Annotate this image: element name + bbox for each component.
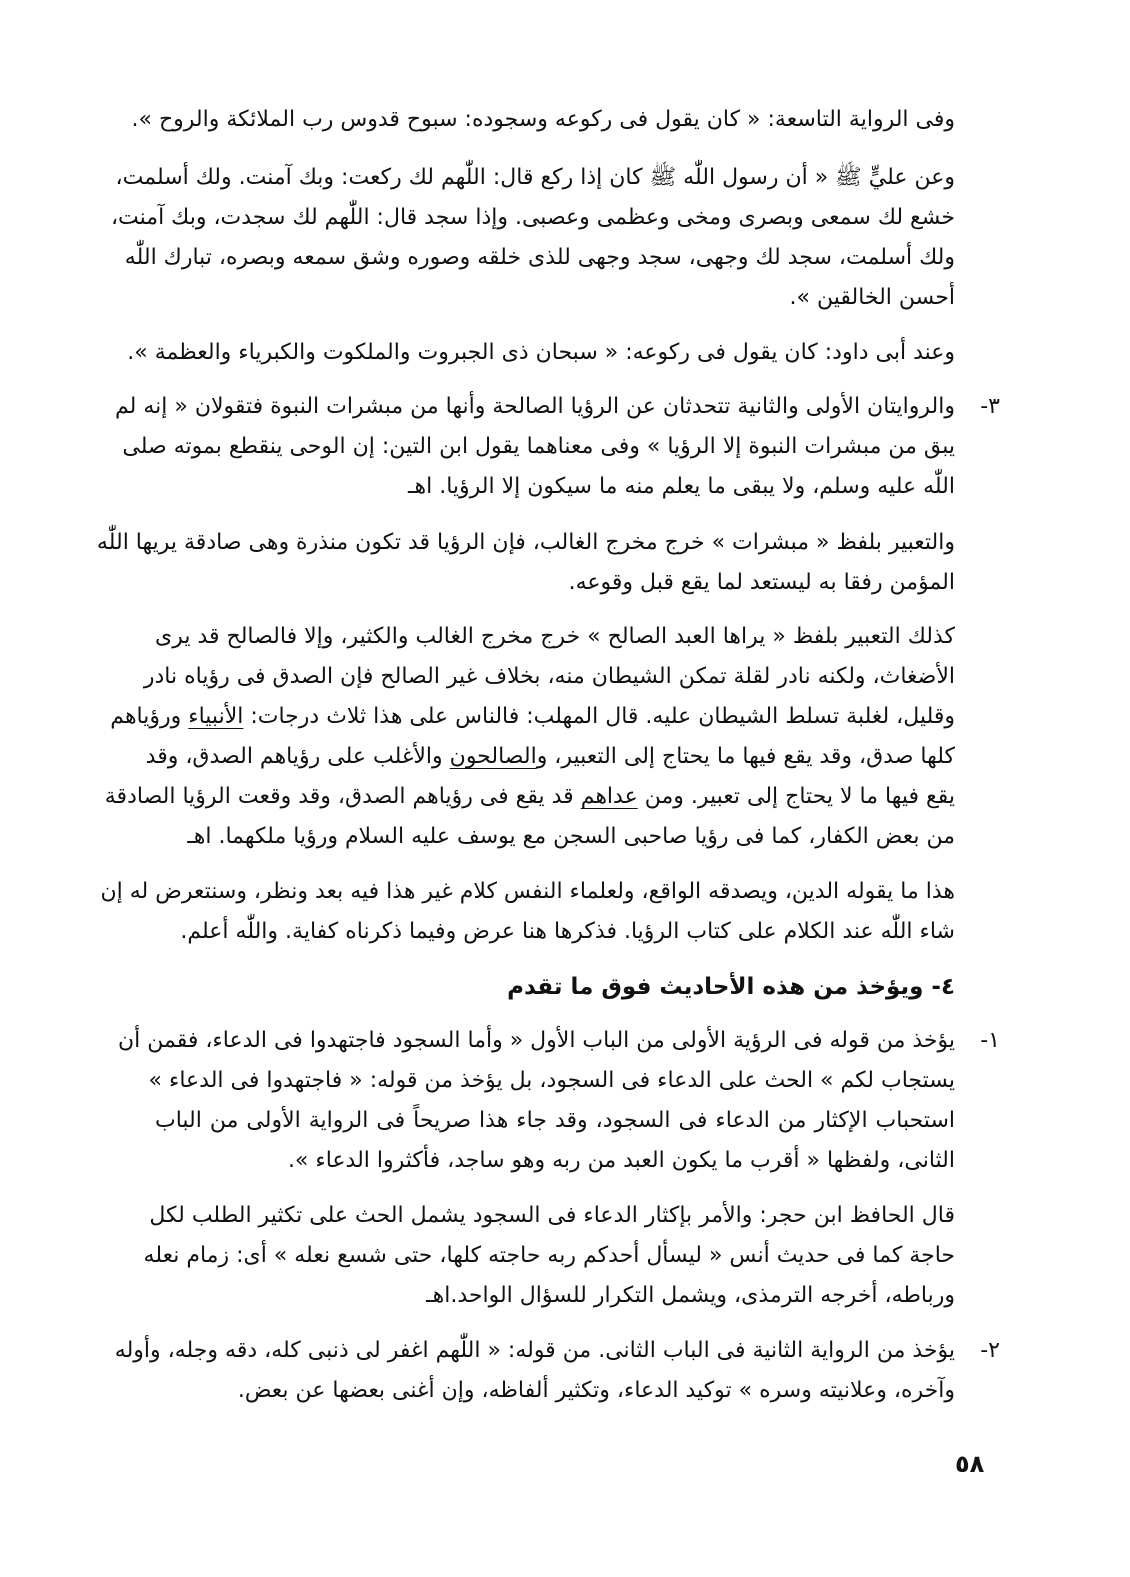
section-heading: ٤- ويؤخذ من هذه الأحاديث فوق ما تقدم (507, 974, 955, 1000)
paragraph-line: يؤخذ من قوله فى الرؤية الأولى من الباب الأول « وأما السجود فاجتهدوا فى الدعاء، فقمن أن (117, 1028, 955, 1053)
paragraph-line (110, 702, 955, 732)
paragraph-line: الأضغاث، ولكنه نادر لقلة تمكن الشيطان منه، بخلاف غير الصالح فإن الصدق فى رؤياه نادر (143, 664, 955, 689)
paragraph-line: يؤخذ من الرواية الثانية فى الباب الثانى. من قوله: « اللّٰهم اغفر لى ذنبى كله، دقه وجله، وأوله (114, 1338, 955, 1363)
paragraph-line: والتعبير بلفظ « مبشرات » خرج مخرج الغالب، فإن الرؤيا قد تكون منذرة وهى صادقة يريها اللّٰه (96, 530, 955, 555)
paragraph-line: يبق من مبشرات النبوة إلا الرؤيا » وفى معناهما يقول ابن التين: إن الوحى ينقطع بموته صلى (122, 434, 955, 459)
line-segment: ورؤياهم (110, 704, 182, 729)
paragraph-line: استحباب الإكثار من الدعاء فى السجود، وقد جاء هذا صريحاً فى الرواية الأولى من الباب (155, 1108, 955, 1133)
paragraph-line: شاء اللّٰه عند الكلام على كتاب الرؤيا. فذكرها هنا عرض وفيما ذكرناه كفاية. واللّٰه أعلم. (180, 919, 955, 944)
line-segment: يقع فيها ما لا يحتاج إلى تعبير. ومن (644, 784, 955, 809)
paragraph-line: خشع لك سمعى وبصرى ومخى وعظمى وعصبى. وإذا سجد قال: اللّٰهم لك سجدت، وبك آمنت، (110, 205, 955, 230)
paragraph-line: ولك أسلمت، سجد لك وجهى، سجد وجهى للذى خلقه وصوره وشق سمعه وبصره، تبارك اللّٰه (124, 245, 955, 270)
page-number: ٥٨ (955, 1450, 985, 1478)
line-segment: كلها صدق، وقد يقع فيها ما يحتاج إلى التعبير، و (536, 744, 955, 769)
paragraph-line: الثانى، ولفظها « أقرب ما يكون العبد من ربه وهو ساجد، فأكثروا الدعاء ». (287, 1148, 955, 1173)
paragraph-line (145, 742, 955, 772)
list-number: ٣- (980, 394, 1000, 419)
line-segment: والأغلب على رؤياهم الصدق، وقد (145, 744, 443, 769)
paragraph-line: وفى الرواية التاسعة: « كان يقول فى ركوعه وسجوده: سبوح قدوس رب الملائكة والروح ». (131, 107, 955, 132)
paragraph-line: من بعض الكفار، كما فى رؤيا صاحبى السجن مع يوسف عليه السلام ورؤيا ملكهما. اهـ (187, 824, 955, 849)
paragraph-line: وعن عليٍّ ﷺ « أن رسول اللّٰه ﷺ كان إذا ركع قال: اللّٰهم لك ركعت: وبك آمنت. ولك أسلمت، (115, 165, 955, 190)
underlined-word: الصالحون (449, 744, 537, 769)
list-number: ٢- (980, 1338, 1000, 1363)
paragraph-line: حاجة كما فى حديث أنس « ليسأل أحدكم ربه حاجته كلها، حتى شسع نعله » أى: زمام نعله (143, 1243, 955, 1268)
paragraph-line (104, 782, 955, 812)
paragraph-line: وعند أبى داود: كان يقول فى ركوعه: « سبحان ذى الجبروت والملكوت والكبرياء والعظمة ». (127, 340, 955, 365)
paragraph-line: أحسن الخالقين ». (789, 285, 955, 310)
paragraph-line: وآخره، وعلانيته وسره » توكيد الدعاء، وتكثير ألفاظه، وإن أغنى بعضها عن بعض. (237, 1378, 955, 1403)
line-segment: وقليل، لغلبة تسلط الشيطان عليه. قال المهلب: فالناس على هذا ثلاث درجات: (250, 704, 955, 729)
underlined-word: الأنبياء (188, 704, 244, 729)
paragraph-line: يستجاب لكم » الحث على الدعاء فى السجود، بل يؤخذ من قوله: « فاجتهدوا فى الدعاء » (148, 1068, 955, 1093)
underlined-word: عداهم (580, 784, 638, 809)
line-segment: قد يقع فى رؤياهم الصدق، وقد وقعت الرؤيا الصادقة (104, 784, 574, 809)
paragraph-line: والروايتان الأولى والثانية تتحدثان عن الرؤيا الصالحة وأنها من مبشرات النبوة فتقولان « إنه لم (115, 394, 955, 419)
paragraph-line: المؤمن رفقا به ليستعد لما يقع قبل وقوعه. (568, 570, 955, 595)
paragraph-line: كذلك التعبير بلفظ « يراها العبد الصالح » خرج مخرج الغالب والكثير، وإلا فالصالح قد يرى (154, 624, 955, 649)
list-number: ١- (980, 1028, 1000, 1053)
paragraph-line: اللّٰه عليه وسلم، ولا يبقى ما يعلم منه ما سيكون إلا الرؤيا. اهـ (408, 474, 955, 499)
paragraph-line: ورباطه، أخرجه الترمذى، ويشمل التكرار للسؤال الواحد.اهـ (426, 1283, 955, 1308)
paragraph-line: قال الحافظ ابن حجر: والأمر بإكثار الدعاء فى السجود يشمل الحث على تكثير الطلب لكل (149, 1203, 955, 1228)
paragraph-line: هذا ما يقوله الدين، ويصدقه الواقع، ولعلماء النفس كلام غير هذا فيه بعد ونظر، وسنتعرض له إن (100, 879, 955, 904)
